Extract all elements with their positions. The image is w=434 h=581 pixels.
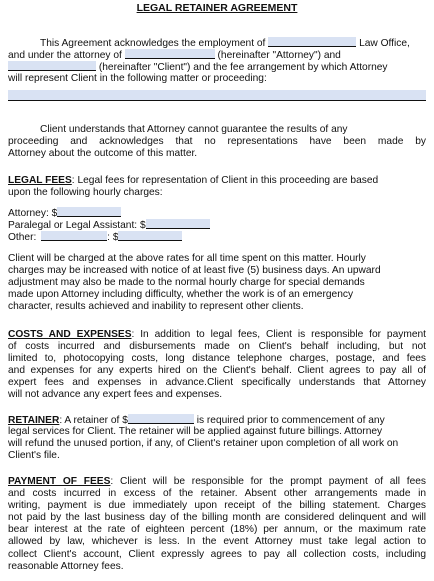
payment-line-6: allowed by law, whichever is less. In the event Attorney must take legal action to [8, 536, 426, 548]
other-role-field[interactable] [41, 231, 107, 241]
guarantee-line-2: proceeding and acknowledges that no representations have been made by [8, 136, 426, 148]
other-rate-field[interactable] [118, 231, 182, 241]
retainer-line-1a: : A retainer of $ [59, 415, 128, 426]
retainer-line-3: will refund the unused portion, if any, of Client's retainer upon completion of all work on [8, 438, 399, 450]
payment-section [8, 476, 426, 573]
costs-line-3: limited to, photocopying costs, long distance telephone charges, postage, and fees [8, 353, 426, 365]
retainer-amount-field[interactable] [128, 414, 194, 424]
payment-line-2: and costs incurred in excess of the retainer. Absent other arrangements made in [8, 488, 426, 500]
billing-line-5: character, results achieved and inability to represent other clients. [8, 301, 304, 313]
legal-fees-section [8, 175, 426, 243]
payment-line-5: bear interest at the rate of eighteen percent (18%) per annum, or the maximum rate [8, 524, 426, 536]
intro-line-4: will represent Client in the following matter or proceeding: [8, 73, 267, 85]
paralegal-rate-field[interactable] [146, 219, 210, 229]
payment-heading: PAYMENT OF FEES [8, 476, 111, 487]
billing-paragraph [8, 253, 426, 313]
retainer-heading: RETAINER [8, 415, 60, 426]
guarantee-paragraph [8, 124, 426, 160]
intro-line-1a: This Agreement acknowledges the employment of [40, 38, 266, 49]
payment-line-4: not paid by the last business day of the billing month are considered delinquent and will [8, 512, 426, 524]
legal-fees-line-2: upon the following hourly charges: [8, 187, 163, 199]
costs-section [8, 329, 426, 402]
costs-heading: COSTS AND EXPENSES [8, 329, 132, 340]
other-label: Other: [8, 232, 37, 244]
law-office-field[interactable] [268, 37, 356, 47]
payment-line-7: collect Client's account, Client expressly agrees to pay all collection costs, including [8, 548, 426, 560]
retainer-line-1b: is required prior to commencement of any [196, 415, 385, 426]
billing-line-2: charges may be increased with notice of at least five (5) business days. An upward [8, 265, 381, 277]
legal-fees-line-1: : Legal fees for representation of Client in this proceeding are based [71, 175, 379, 186]
billing-line-4: made upon Attorney including difficulty, whether the work is of an emergency [8, 289, 354, 301]
retainer-section [8, 414, 426, 462]
intro-line-3a: (hereinafter "Client") and the fee arrangement by which Attorney [98, 62, 388, 74]
intro-paragraph [8, 37, 426, 101]
retainer-line-2: legal services for Client. The retainer will be applied against future billings. Attorney [8, 426, 383, 438]
billing-line-3: adjustment may also be made to the normal hourly charge for special demands [8, 277, 365, 289]
document-title: LEGAL RETAINER AGREEMENT [136, 2, 298, 14]
payment-line-3: writing, payment is due immediately upon receipt of the billing statement. Charges [8, 500, 426, 512]
costs-line-6: will not advance any expert fees and expenses. [8, 389, 223, 401]
matter-description-field[interactable] [8, 90, 426, 101]
costs-line-5: expert fees and expenses in advance.Client specifically understands that Attorney [8, 377, 426, 389]
guarantee-line-1: Client understands that Attorney cannot guarantee the results of any [40, 124, 348, 135]
costs-line-1: : In addition to legal fees, Client is responsible for payment [131, 329, 427, 340]
paralegal-rate-label: Paralegal or Legal Assistant: $ [8, 220, 146, 232]
attorney-rate-field[interactable] [57, 207, 121, 217]
attorney-name-field[interactable] [125, 49, 215, 59]
client-name-field[interactable] [8, 61, 96, 71]
attorney-rate-label: Attorney: $ [8, 208, 58, 220]
costs-line-4: and expenses for any experts hired on the Client's behalf. Client agrees to pay all of [8, 365, 426, 377]
retainer-line-4: Client's file. [8, 450, 60, 462]
payment-line-1: : Client will be responsible for the prompt payment of all fees [110, 476, 427, 487]
costs-line-2: of costs incurred and disbursements made on Client's behalf including, but not [8, 341, 426, 353]
other-dollar-label: : $ [107, 232, 119, 244]
intro-line-1b: Law Office, [359, 38, 410, 49]
payment-line-8: reasonable Attorney fees. [8, 560, 124, 572]
intro-line-2b: (hereinafter "Attorney") and [217, 50, 341, 62]
legal-fees-heading: LEGAL FEES [8, 175, 72, 186]
billing-line-1: Client will be charged at the above rates for all time spent on this matter. Hourly [8, 253, 366, 264]
intro-line-2a: and under the attorney of [8, 50, 122, 62]
guarantee-line-3: Attorney about the outcome of this matter. [8, 148, 198, 160]
